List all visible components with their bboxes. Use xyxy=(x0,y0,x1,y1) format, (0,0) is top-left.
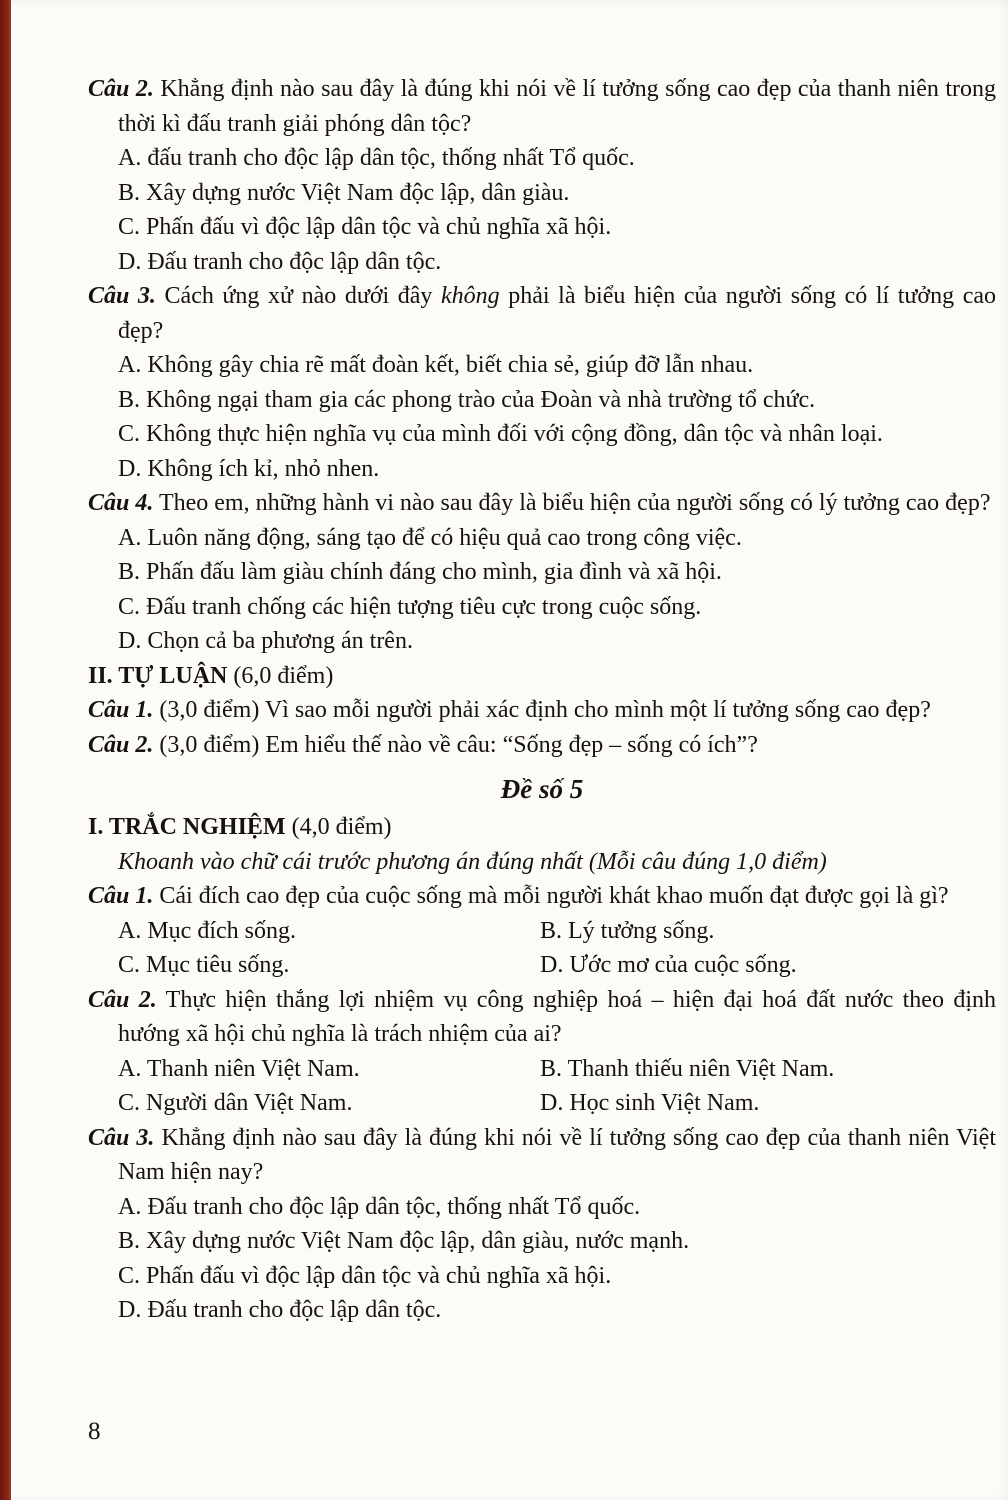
answer-option: B. Không ngại tham gia các phong trào của Đoàn và nhà trường tổ chức. xyxy=(118,386,816,413)
question-text: (3,0 điểm) Em hiểu thế nào về câu: “Sống đẹp – sống có ích”? xyxy=(159,731,758,758)
question-label: Câu 2. xyxy=(88,76,154,102)
question-label: Câu 3. xyxy=(88,283,156,309)
answer-option: A. đấu tranh cho độc lập dân tộc, thống nhất Tổ quốc. xyxy=(118,145,635,171)
answer-option: B. Xây dựng nước Việt Nam độc lập, dân giàu. xyxy=(118,179,570,206)
answer-option: C. Không thực hiện nghĩa vụ của mình đối với cộng đồng, dân tộc và nhân loại. xyxy=(118,421,883,447)
question-text: Thực hiện thắng lợi nhiệm vụ công nghiệp hoá – hiện đại hoá đất nước theo định hướng xã hội chủ nghĩa là trách nhiệm của ai? xyxy=(118,986,996,1047)
section-instruction: Khoanh vào chữ cái trước phương án đúng nhất (Mỗi câu đúng 1,0 điểm) xyxy=(118,848,827,875)
answer-option: C. Mục tiêu sống. xyxy=(118,952,290,978)
essay-question-2 xyxy=(88,728,996,763)
options-row xyxy=(118,1086,996,1121)
exam-title: Đề số 5 xyxy=(500,774,584,804)
question-text: Khẳng định nào sau đây là đúng khi nói về lí tưởng sống cao đẹp của thanh niên Việt Nam hiện nay? xyxy=(118,1124,997,1185)
section-heading-points: (6,0 điểm) xyxy=(227,662,334,689)
question-2 xyxy=(88,72,996,141)
page-number: 8 xyxy=(88,1418,101,1445)
question-text-emphasis: không xyxy=(441,283,500,309)
options-row xyxy=(118,948,996,983)
de5-question-1 xyxy=(88,879,996,914)
question-label: Câu 4. xyxy=(88,490,154,516)
question-label: Câu 1. xyxy=(88,883,154,909)
answer-option: D. Không ích kỉ, nhỏ nhen. xyxy=(118,455,380,482)
answer-option: D. Chọn cả ba phương án trên. xyxy=(118,628,413,654)
book-spine-edge xyxy=(0,0,11,1500)
answer-option: A. Mục đích sống. xyxy=(118,917,296,944)
answer-option: B. Phấn đấu làm giàu chính đáng cho mình, gia đình và xã hội. xyxy=(118,559,722,585)
essay-question-1 xyxy=(88,693,996,728)
answer-option: D. Ước mơ của cuộc sống. xyxy=(540,952,797,978)
question-3 xyxy=(88,279,996,348)
options-row xyxy=(118,914,996,949)
question-text: Cái đích cao đẹp của cuộc sống mà mỗi người khát khao muốn đạt được gọi là gì? xyxy=(159,883,949,909)
answer-option: C. Người dân Việt Nam. xyxy=(118,1090,353,1116)
question-label: Câu 2. xyxy=(88,731,154,758)
question-text: Theo em, những hành vi nào sau đây là biểu hiện của người sống có lý tưởng cao đẹp? xyxy=(158,490,991,516)
answer-option: B. Lý tưởng sống. xyxy=(540,917,715,944)
essay-section-heading xyxy=(88,659,996,694)
answer-option: D. Đấu tranh cho độc lập dân tộc. xyxy=(118,248,442,275)
section-heading-bold: II. TỰ LUẬN xyxy=(88,662,228,689)
answer-option: A. Thanh niên Việt Nam. xyxy=(118,1055,360,1082)
answer-option: C. Phấn đấu vì độc lập dân tộc và chủ nghĩa xã hội. xyxy=(118,214,612,240)
question-text: phải là biểu hiện của người sống có lí tưởng cao đẹp? xyxy=(118,283,997,344)
answer-option: D. Đấu tranh cho độc lập dân tộc. xyxy=(118,1297,442,1323)
answer-option: B. Xây dựng nước Việt Nam độc lập, dân giàu, nước mạnh. xyxy=(118,1228,690,1254)
question-text: Cách ứng xử nào dưới đây xyxy=(164,283,442,309)
answer-option: A. Không gây chia rẽ mất đoàn kết, biết chia sẻ, giúp đỡ lẫn nhau. xyxy=(118,352,754,378)
page-content xyxy=(88,72,996,1328)
section-heading-points: (4,0 điểm) xyxy=(285,814,392,840)
question-label: Câu 2. xyxy=(88,986,157,1013)
question-label: Câu 3. xyxy=(88,1124,155,1151)
answer-option: B. Thanh thiếu niên Việt Nam. xyxy=(540,1055,835,1082)
question-text: (3,0 điểm) Vì sao mỗi người phải xác định cho mình một lí tưởng sống cao đẹp? xyxy=(159,697,931,723)
answer-option: C. Đấu tranh chống các hiện tượng tiêu cực trong cuộc sống. xyxy=(118,593,702,620)
question-4 xyxy=(88,486,996,521)
de5-question-3 xyxy=(88,1121,996,1190)
answer-option: A. Luôn năng động, sáng tạo để có hiệu quả cao trong công việc. xyxy=(118,524,742,551)
answer-option: C. Phấn đấu vì độc lập dân tộc và chủ nghĩa xã hội. xyxy=(118,1262,612,1289)
answer-option: A. Đấu tranh cho độc lập dân tộc, thống nhất Tổ quốc. xyxy=(118,1193,641,1220)
options-row xyxy=(118,1052,996,1087)
mc-section-heading xyxy=(88,810,996,845)
answer-option: D. Học sinh Việt Nam. xyxy=(540,1090,760,1116)
section-heading-bold: I. TRẮC NGHIỆM xyxy=(88,814,286,840)
de5-question-2 xyxy=(88,983,996,1052)
question-label: Câu 1. xyxy=(88,697,154,723)
question-text: Khẳng định nào sau đây là đúng khi nói về lí tưởng sống cao đẹp của thanh niên trong thời kì đấu tranh giải phóng dân tộc? xyxy=(118,76,996,137)
